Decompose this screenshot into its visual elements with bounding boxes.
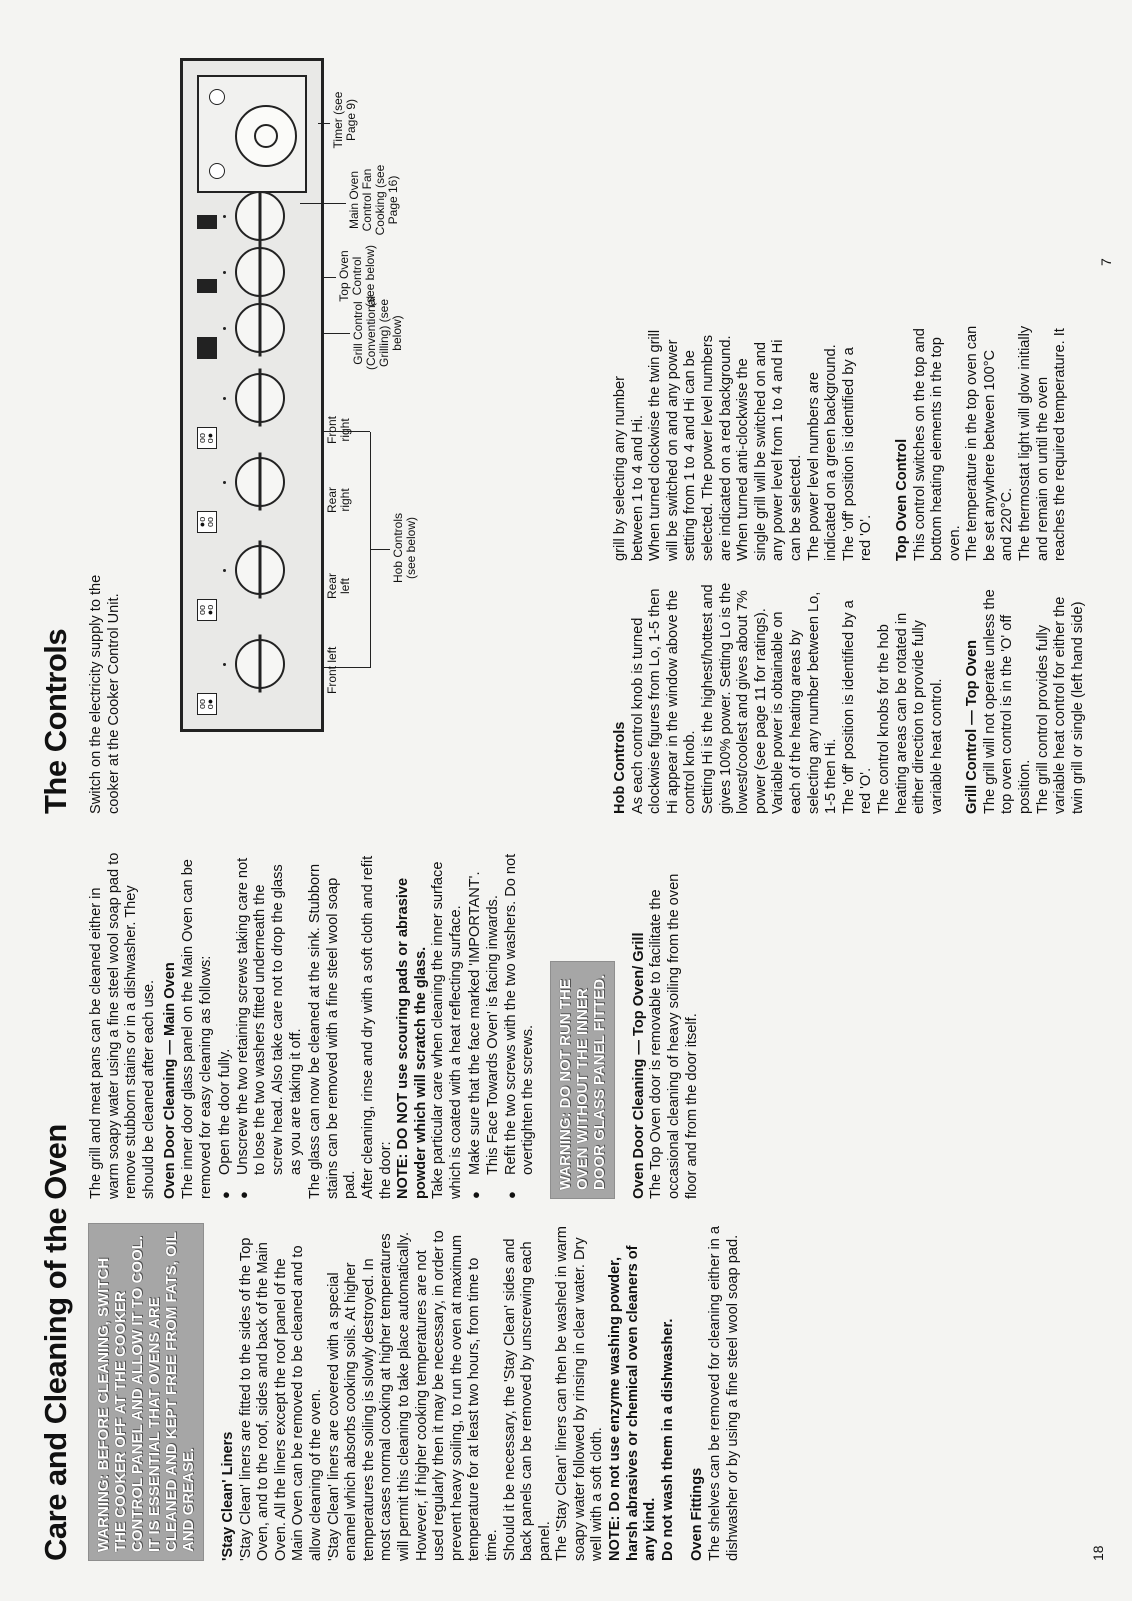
right-column-1	[612, 582, 1087, 814]
main-oven-door-intro: The inner door glass panel on the Main Oven can be removed for easy cleaning as follows:	[179, 859, 214, 1199]
stay-clean-p2: 'Stay Clean' liners are covered with a special enamel which absorbs cooking soils. At higher temperatures the soiling is slowly destroyed. In most cases normal cooking at higher temperatures will permit this cleaning to take place automatically.	[325, 1231, 412, 1561]
knob-main-oven[interactable]	[235, 191, 285, 241]
warning-line-2: IT IS ESSENTIAL THAT OVENS ARE CLEANED AND KEPT FREE FROM FATS, OIL AND GREASE.	[146, 1232, 197, 1552]
page-number-right: 7	[1098, 258, 1114, 266]
stay-clean-note: NOTE: Do not use enzyme washing powder, harsh abrasives or chemical oven cleaners of any kind.	[607, 1245, 659, 1561]
door-step-refit-screws: ● Refit the two screws with the two washers. Do not overtighten the screws.	[503, 851, 538, 1199]
grill-control-p7: The 'off' position is identified by a red 'O'.	[840, 347, 875, 561]
left-column-2	[88, 851, 701, 1199]
indicator-rear-left: oo ●o	[197, 599, 217, 621]
top-oven-door-text: The Top Oven door is removable to facilitate the occasional cleaning of heavy soiling from the oven floor and from the door itself.	[648, 873, 700, 1199]
door-step-face-marked: ● Make sure that the face marked 'IMPORTANT'. This Face Towards Oven' is facing inwards.	[467, 851, 502, 1199]
top-oven-control-p1: This control switches on the top and bottom heating elements in the top oven.	[911, 328, 963, 561]
inner-surface-text: Take particular care when cleaning the inner surface which is coated with a heat reflecting surface.	[430, 861, 464, 1199]
knob-rear-right[interactable]	[235, 457, 285, 507]
right-page-title: The Controls	[38, 628, 73, 814]
knob-rear-left[interactable]	[235, 545, 285, 595]
scouring-note: NOTE: DO NOT use scouring pads or abrasive powder which will scratch the glass.	[395, 877, 429, 1199]
indicator-grill	[197, 337, 217, 359]
leader-hob-controls	[370, 549, 390, 550]
leader-timer	[318, 123, 330, 124]
control-panel-diagram	[180, 14, 600, 814]
hob-controls-p4: The 'off' position is identified by a red 'O'.	[840, 600, 875, 814]
indicator-rear-right: ●o oo	[197, 511, 217, 533]
hob-controls-p1: As each control knob is turned clockwise figures from Lo, 1-5 then Hi appear in the window above the control knob.	[629, 588, 699, 814]
top-oven-control-p3: The thermostat light will glow initially and remain on until the oven reaches the required temperature. It	[1017, 325, 1069, 561]
indicator-top-oven	[197, 279, 217, 293]
indicator-front-right: oo o●	[197, 427, 217, 449]
knob-top-oven[interactable]	[235, 247, 285, 297]
controls-intro: Switch on the electricity supply to the cooker at the Cooker Control Unit.	[88, 574, 122, 814]
door-steps-list-2	[467, 851, 537, 1199]
control-panel-frame	[180, 58, 324, 732]
left-column-1	[88, 1223, 742, 1561]
knob-front-left[interactable]	[235, 639, 285, 689]
label-timer: Timer (see Page 9)	[331, 91, 358, 149]
left-page-title: Care and Cleaning of the Oven	[38, 1124, 73, 1561]
clock-dial[interactable]	[235, 105, 297, 167]
page-number-left: 18	[1090, 1545, 1106, 1561]
main-oven-door-heading: Oven Door Cleaning — Main Oven	[162, 962, 179, 1199]
hob-controls-p5: The control knobs for the hob heating areas can be rotated in either direction to provide fully variable heat control.	[875, 612, 945, 814]
stay-clean-heading: 'Stay Clean' Liners	[220, 1431, 236, 1561]
left-page	[0, 811, 1132, 1601]
glass-cleaning-text: The glass can now be cleaned at the sink. Stubborn stains can be removed with a fine steel wool soap pad.	[307, 863, 359, 1199]
label-grill-control: Grill Control (Conventional Grilling) (see below)	[351, 295, 404, 371]
label-hob-controls: Hob Controls (see below)	[391, 512, 418, 584]
leader-hob-bracket	[370, 432, 371, 668]
refit-text: After cleaning, rinse and dry with a soft cloth and refit the door:	[359, 855, 394, 1199]
leader-main-oven	[300, 203, 346, 204]
timer-minute-dial[interactable]	[209, 163, 225, 179]
stay-clean-p5: The 'Stay Clean' liners can then be washed in warm soapy water followed by rinsing in clear water. Dry well with a soft cloth.	[554, 1226, 606, 1561]
pans-cleaning-text: The grill and meat pans can be cleaned either in warm soapy water using a fine steel wool soap pad to remove stubborn stains or in a dishwasher. They should be cleaned after each use.	[88, 852, 157, 1199]
indicator-main-oven	[197, 215, 217, 229]
glass-panel-warning-box	[550, 961, 615, 1199]
warning-line-1: WARNING: BEFORE CLEANING, SWITCH THE COOKER OFF AT THE COOKER CONTROL PANEL AND ALLOW IT TO COOL.	[95, 1235, 146, 1552]
top-oven-control-heading: Top Oven Control	[893, 438, 910, 561]
right-column-2	[612, 323, 1070, 561]
grill-control-p3: grill by selecting any number between 1 to 4 and Hi.	[612, 376, 646, 561]
hob-controls-heading: Hob Controls	[612, 721, 628, 814]
leader-top-oven	[322, 277, 336, 278]
oven-fittings-text: The shelves can be removed for cleaning either in a dishwasher or by using a fine steel wool soap pad.	[707, 1225, 741, 1561]
grill-control-p5: When turned anti-clockwise the single grill will be switched on and any power level from 1 to 4 and Hi can be selected.	[735, 339, 804, 561]
label-main-oven-control: Main Oven Control Fan Cooking (see Page 16)	[347, 164, 400, 236]
knob-front-right[interactable]	[235, 373, 285, 423]
stay-clean-p3: However, if higher cooking temperatures are not used regularly then it may be necessary, in order to prevent heavy soiling, to run the oven at maximum temperature for at least two hours, from time to time.	[413, 1230, 500, 1561]
timer-setting-dial[interactable]	[209, 89, 225, 105]
oven-fittings-heading: Oven Fittings	[689, 1467, 706, 1561]
label-top-oven-control: Top Oven Control (see below)	[337, 244, 377, 308]
door-step-open: ● Open the door fully.	[217, 851, 235, 1199]
cleaning-warning-box	[88, 1223, 204, 1561]
grill-control-p6: The power level numbers are indicated on a green background.	[805, 344, 840, 561]
hob-controls-p3: Variable power is obtainable on each of the heating areas by selecting any number between Lo, 1-5 then Hi.	[770, 591, 840, 814]
top-oven-door-heading: Oven Door Cleaning — Top Oven/ Grill	[630, 932, 647, 1199]
timer-panel	[197, 75, 307, 193]
stay-clean-note-2: Do not wash them in a dishwasher.	[659, 1318, 676, 1561]
stay-clean-p4: Should it be necessary, the 'Stay Clean' sides and back panels can be removed by unscrewing each panel.	[501, 1238, 553, 1561]
grill-control-p2: The grill control provides fully variable heat control for either the twin grill or single (left hand side)	[1034, 596, 1086, 814]
hob-controls-p2: Setting Hi is the highest/hottest and gives 100% power. Setting Lo is the lowest/coolest and gives about 7% power (see page 11 for ratings).	[699, 582, 769, 814]
grill-control-heading: Grill Control — Top Oven	[964, 639, 981, 814]
grill-control-p4: When turned clockwise the twin grill will be switched on and any power setting from 1 to 4 and Hi can be selected. The power level numbers are indicated on a red background.	[647, 329, 734, 561]
label-rear-left: Rear left	[325, 573, 352, 600]
stay-clean-p1: 'Stay Clean' liners are fitted to the sides of the Top Oven, and to the roof, sides and back of the Main Oven. All the liners except the roof panel of the Main Oven can be removed to be cleaned and to allow cleaning of the oven.	[237, 1237, 324, 1561]
glass-panel-warning: WARNING: DO NOT RUN THE OVEN WITHOUT THE INNER DOOR GLASS PANEL FITTED.	[556, 974, 608, 1190]
knob-grill[interactable]	[235, 303, 285, 353]
door-step-unscrew: ● Unscrew the two retaining screws taking care not to lose the two washers fitted underneath the screw head. Also take care not to drop the glass as you are taking it off.	[235, 851, 305, 1199]
label-rear-right: Rear right	[325, 487, 352, 514]
indicator-front-left: oo o●	[197, 693, 217, 715]
leader-grill	[322, 333, 350, 334]
top-oven-control-p2: The temperature in the top oven can be set anywhere between 100°C and 220°C.	[964, 325, 1016, 561]
door-steps-list-1	[217, 851, 305, 1199]
label-front-right: Front right	[325, 416, 352, 445]
label-front-left: Front left	[325, 646, 339, 694]
grill-control-p1: The grill will not operate unless the top oven control is in the 'O' off position.	[981, 589, 1034, 814]
